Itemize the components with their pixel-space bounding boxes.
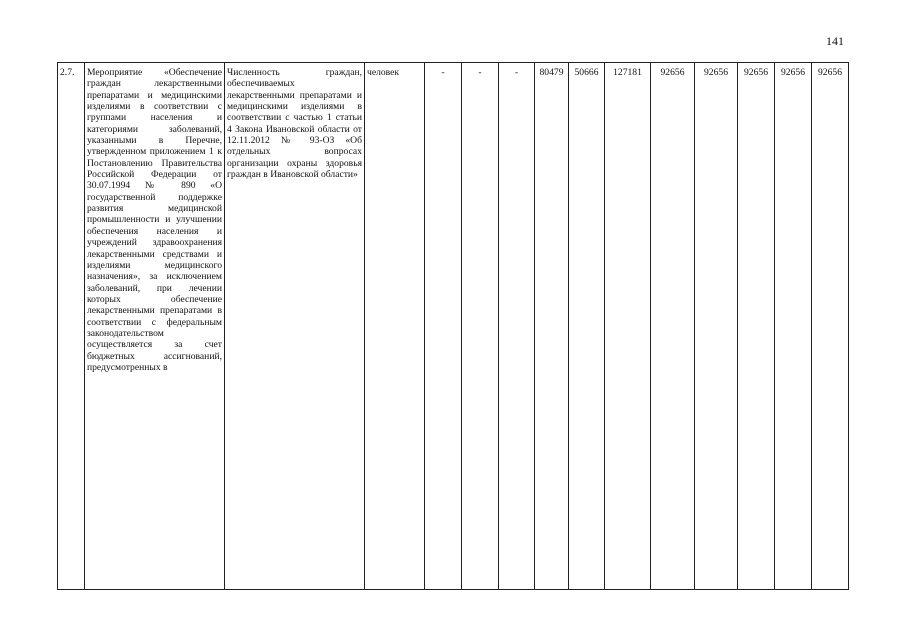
page-number: 141: [826, 34, 844, 48]
program-indicators-table: [57, 62, 849, 590]
value-cell: -: [462, 63, 499, 590]
table-row: [58, 63, 849, 590]
value-cell: -: [425, 63, 462, 590]
value-cell: 50666: [569, 63, 605, 590]
value-cell: 92656: [812, 63, 849, 590]
value-cell: 92656: [775, 63, 812, 590]
value-cell: 92656: [651, 63, 695, 590]
unit-cell: человек: [365, 63, 425, 590]
event-description: Мероприятие «Обеспечение граждан лекарственными препаратами и медицинскими изделиями в соответствии с группами населения и категориями заболеваний, указанными в Перечне, утвержденном приложением 1 к Постановлению Правительства Российской Федерации от 30.07.1994 № 890 «О государственной поддержке развития медицинской промышленности и улучшении обеспечения населения и учреждений здравоохранения лекарственными средствами и изделиями медицинского назначения», за исключением заболеваний, при лечении которых обеспечение лекарственными препаратами в соответствии с федеральным законодательством осуществляется за счет бюджетных ассигнований, предусмотренных в: [85, 63, 225, 590]
value-cell: 80479: [535, 63, 569, 590]
value-cell: 127181: [605, 63, 651, 590]
value-cell: 92656: [738, 63, 775, 590]
indicator-name: Численность граждан, обеспечиваемых лекарственными препаратами и медицинскими изделиями в соответствии с частью 1 статьи 4 Закона Ивановской области от 12.11.2012 № 93-ОЗ «Об отдельных вопросах организации охраны здоровья граждан в Ивановской области»: [225, 63, 365, 590]
row-index: 2.7.: [58, 63, 85, 590]
value-cell: 92656: [695, 63, 738, 590]
value-cell: -: [499, 63, 535, 590]
